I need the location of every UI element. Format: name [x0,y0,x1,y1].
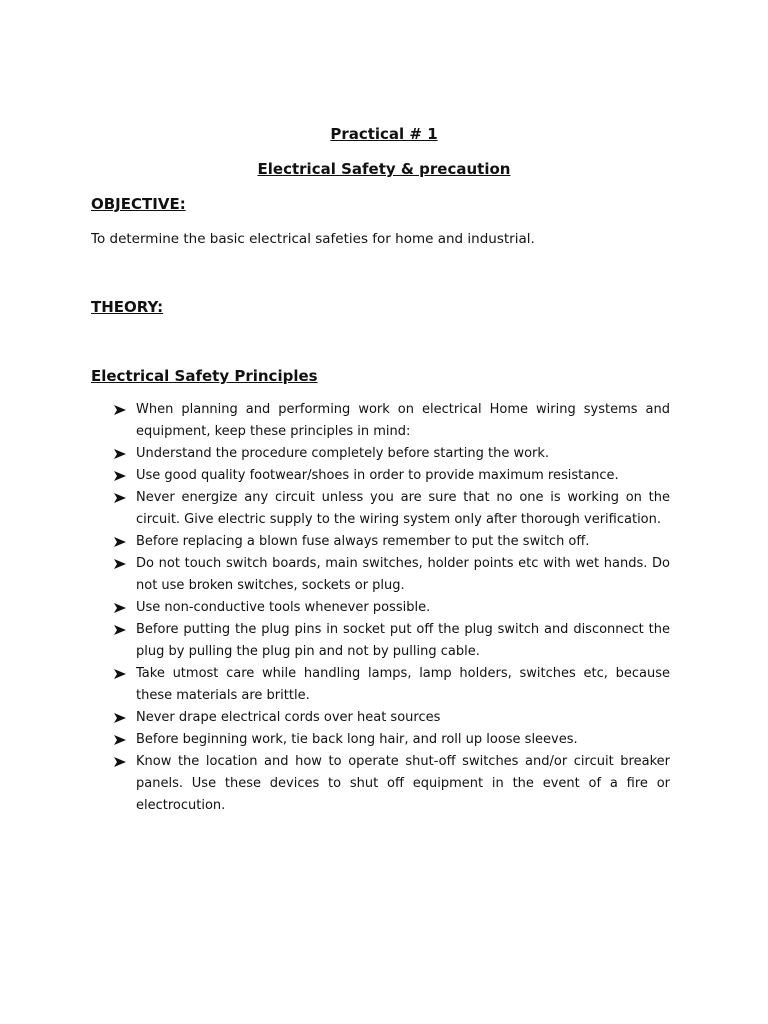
list-item [114,663,670,707]
list-item [114,729,670,751]
list-item-text: Never energize any circuit unless you are sure that no one is working on the circuit. Give electric supply to the wiring system only after thorough verification. [136,490,670,527]
arrowhead-bullet-icon [114,559,126,569]
arrowhead-bullet-icon [114,603,126,613]
list-item-text: Use good quality footwear/shoes in order to provide maximum resistance. [136,468,619,483]
arrowhead-bullet-icon [114,757,126,767]
arrowhead-bullet-icon [114,493,126,503]
document-title: Practical # 1 [330,125,438,143]
list-item [114,707,670,729]
list-item [114,443,670,465]
arrowhead-bullet-icon [114,625,126,635]
objective-text: To determine the basic electrical safeties for home and industrial. [91,231,535,247]
list-item-text: When planning and performing work on electrical Home wiring systems and equipment, keep these principles in mind: [136,402,670,439]
arrowhead-bullet-icon [114,449,126,459]
list-item [114,619,670,663]
list-item [114,751,670,817]
objective-heading: OBJECTIVE: [91,195,186,213]
list-item [114,553,670,597]
list-item-text: Understand the procedure completely before starting the work. [136,446,550,461]
arrowhead-bullet-icon [114,471,126,481]
list-item-text: Before beginning work, tie back long hair, and roll up loose sleeves. [136,732,578,747]
list-item [114,597,670,619]
list-item [114,399,670,443]
list-item [114,465,670,487]
list-item [114,487,670,531]
theory-heading: THEORY: [91,298,164,316]
list-item [114,531,670,553]
list-item-text: Do not touch switch boards, main switches, holder points etc with wet hands. Do not use broken switches, sockets or plug. [136,556,670,593]
list-item-text: Know the location and how to operate shut-off switches and/or circuit breaker panels. Use these devices to shut off equipment in the event of a fire or electrocution. [136,754,670,813]
principles-list [114,399,670,817]
arrowhead-bullet-icon [114,405,126,415]
document-subtitle: Electrical Safety & precaution [257,160,511,178]
list-item-text: Never drape electrical cords over heat sources [136,710,441,725]
list-item-text: Before replacing a blown fuse always remember to put the switch off. [136,534,590,549]
list-item-text: Take utmost care while handling lamps, lamp holders, switches etc, because these materials are brittle. [136,666,670,703]
arrowhead-bullet-icon [114,713,126,723]
arrowhead-bullet-icon [114,537,126,547]
arrowhead-bullet-icon [114,735,126,745]
principles-heading: Electrical Safety Principles [91,367,318,385]
list-item-text: Before putting the plug pins in socket put off the plug switch and disconnect the plug by pulling the plug pin and not by pulling cable. [136,622,670,659]
list-item-text: Use non-conductive tools whenever possible. [136,600,431,615]
arrowhead-bullet-icon [114,669,126,679]
